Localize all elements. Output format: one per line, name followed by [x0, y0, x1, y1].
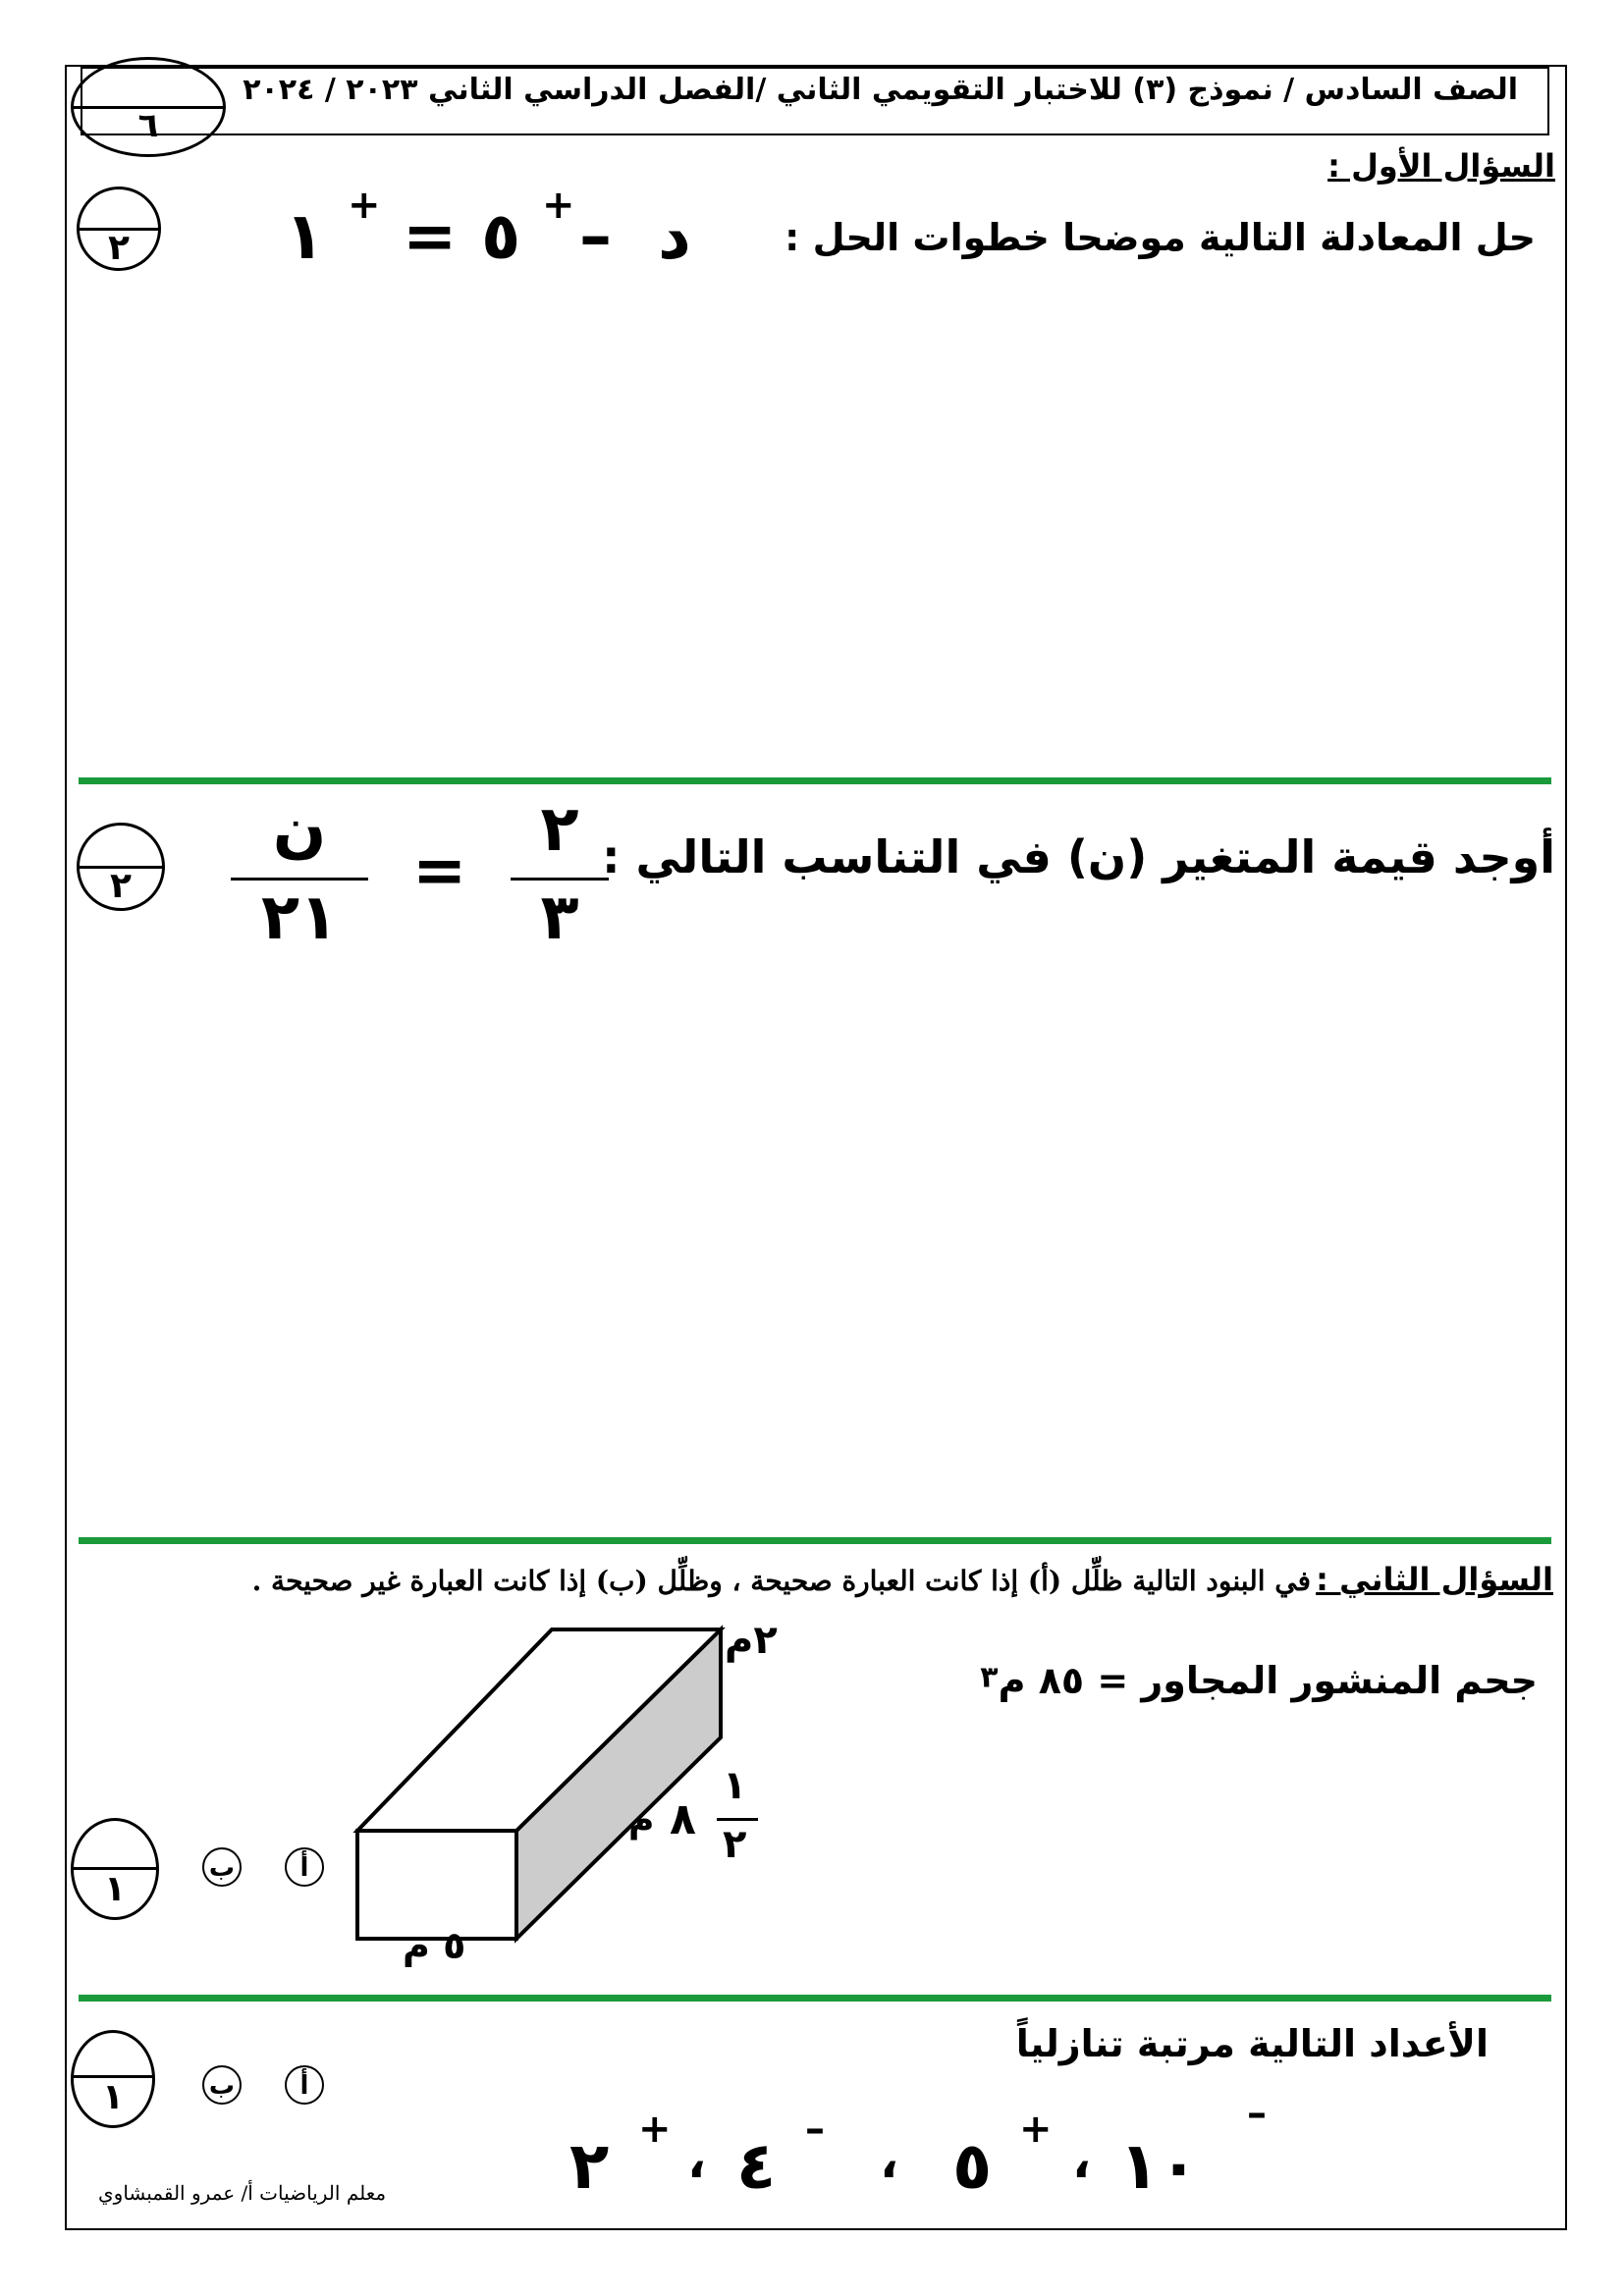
separator-comma-3: ، [1072, 2132, 1091, 2189]
number-4-value: ١٠ [1119, 2128, 1199, 2204]
separator-2 [79, 1537, 1551, 1544]
proportion-left-numerator: ٢ [540, 793, 579, 866]
prism-height-label: ٢م [725, 1618, 778, 1663]
question-2-header [252, 1561, 1553, 1598]
prism-depth-bar [717, 1818, 758, 1821]
page-border [65, 65, 1567, 2230]
proportion-equals: = [412, 832, 467, 908]
number-2-value: ٤ [736, 2128, 777, 2204]
prism-front-face [357, 1831, 516, 1939]
q1-part2-instruction: أوجد قيمة المتغير (ن) في التناسب التالي : [602, 830, 1555, 883]
question-1-label: السؤال الأول : [1327, 147, 1555, 185]
q2-item2-statement: الأعداد التالية مرتبة تنازلياً [1015, 2022, 1489, 2065]
q2-item2-option-a[interactable]: أ [285, 2065, 324, 2105]
q2-item1-score-value: ١ [104, 1869, 126, 1909]
q2-item1-exponent: ٣ [980, 1660, 999, 1695]
q2-item2-score-value: ١ [102, 2077, 124, 2117]
proportion-right-denominator: ٢١ [260, 881, 339, 954]
prism-width-label: ٥ م [403, 1924, 466, 1967]
equation-minus: – [579, 198, 612, 274]
proportion-left-denominator: ٣ [540, 881, 579, 954]
prism-depth-whole: ٨ [670, 1794, 696, 1844]
equation-variable: د [658, 198, 691, 274]
separator-comma-2: ، [880, 2132, 898, 2189]
number-3-sign: + [1019, 2107, 1053, 2152]
q1-part1-score-value: ٢ [108, 228, 130, 268]
proportion-left-bar [511, 878, 609, 881]
q2-item1-statement-row [980, 1659, 1538, 1702]
q1-part1-instruction: حل المعادلة التالية موضحا خطوات الحل : [785, 216, 1536, 259]
q2-item1-statement: جحم المنشور المجاور = ٨٥ م [998, 1659, 1538, 1702]
number-1-sign: + [638, 2107, 672, 2152]
question-2-label: السؤال الثاني : [1316, 1561, 1553, 1598]
prism-depth-label [628, 1763, 776, 1885]
prism-depth-denominator: ٢ [723, 1822, 747, 1867]
q2-item1-option-a[interactable]: أ [285, 1847, 324, 1887]
number-1-value: ٢ [569, 2128, 610, 2204]
q2-item2-numbers [569, 2091, 1316, 2218]
number-4-sign: – [1247, 2091, 1267, 2136]
q1-part2-score-value: ٢ [110, 866, 132, 906]
header-title: الصف السادس / نموذج (٣) للاختبار التقويمي الثاني /الفصل الدراسي الثاني ٢٠٢٣ / ٢٠٢٤ [243, 73, 1518, 107]
question-2-instruction: في البنود التالية ظلِّل (أ) إذا كانت العبارة صحيحة ، وظلِّل (ب) إذا كانت العبارة غير صحيحة . [251, 1565, 1312, 1597]
equation-sign-b: + [348, 183, 381, 228]
separator-3 [79, 1995, 1551, 2002]
number-3-value: ٥ [952, 2128, 993, 2204]
prism-depth-unit: م [628, 1800, 655, 1841]
q1-equation [285, 183, 717, 302]
separator-comma-1: ، [687, 2132, 706, 2189]
q2-item2-option-b[interactable]: ب [202, 2065, 242, 2105]
equation-sign-a: + [542, 183, 575, 228]
proportion-right-bar [231, 878, 368, 881]
number-2-sign: – [805, 2107, 825, 2152]
equation-num-b: ١ [285, 198, 325, 274]
q2-item1-option-b[interactable]: ب [202, 1847, 242, 1887]
separator-1 [79, 777, 1551, 784]
proportion-right-numerator: ن [272, 793, 327, 866]
total-score-value: ٦ [137, 106, 159, 145]
prism-depth-numerator: ١ [723, 1763, 747, 1808]
equation-equals: = [403, 198, 458, 274]
footer-teacher: معلم الرياضيات أ/ عمرو القمبشاوي [98, 2181, 387, 2205]
equation-num-a: ٥ [481, 198, 521, 274]
